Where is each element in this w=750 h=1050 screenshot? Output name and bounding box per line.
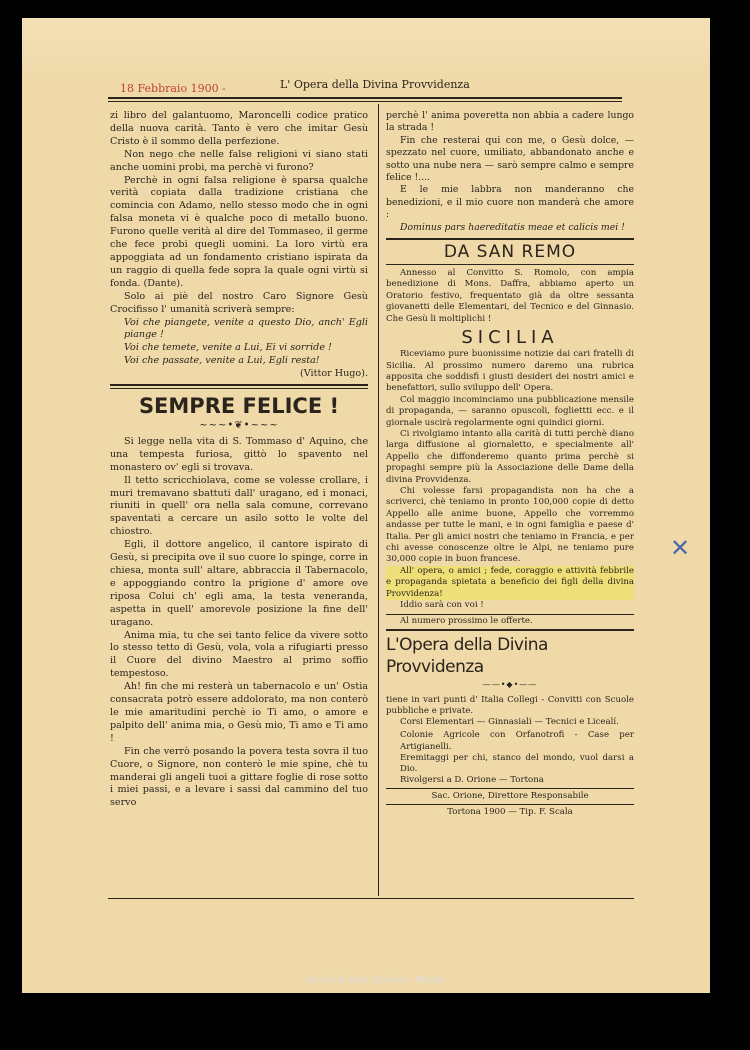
section-rule	[110, 384, 368, 389]
left-column	[110, 110, 368, 810]
box-line-2: Corsi Elementari — Ginnasiali — Tecnici e Licealí.	[400, 717, 619, 728]
header-title: L' Opera della Divina Provvidenza	[280, 78, 470, 91]
verse-2: Voi che temete, venite a Lui, Ei vi sorride !	[124, 342, 332, 354]
next-notice: Al numero prossimo le offerte.	[400, 616, 533, 627]
sicilia-p6: Iddio sarà con voi !	[400, 600, 484, 611]
director-rule	[386, 788, 634, 789]
sempre-p4: Anima mia, tu che sei tanto felice da vivere sotto lo stesso tetto di Gesù, vola, vola a rifugiarti presso il Cuore del divino Maestro al primo soffio tempestoso.	[110, 629, 368, 680]
heading-sempre-felice: SEMPRE FELICE !	[138, 394, 340, 419]
director: Sac. Orione, Direttore Responsabile	[431, 791, 589, 802]
verse-3: Voi che passate, venite a Lui, Egli resta!	[124, 355, 320, 367]
left-intro-3: Perchè in ogni falsa religione è sparsa qualche verità copiata dalla tradizione cristiana che comincia con Adamo, nello stesso modo che in ogni falsa moneta vi è qualche poco di metallo buono. Furono quelle verità al dire del Tommaseo, il germe che fece probi quegli uomini. La loro virtù era appoggiata ad un fondamento cristiano ispirata da un raggio di quella fede sopra la quale ogni virtù si fonda. (Dante).	[110, 174, 368, 289]
header-date: 18 Febbraio 1900 -	[120, 82, 226, 95]
sempre-p6: Fin che verrò posando la povera testa sovra il tuo Cuore, o Signore, non conterò le mie spine, chè tu manderai gli angeli tuoi a gittare foglie di rose sotto i miei passi, e a levare i sassi dal cammino del tuo servo	[110, 745, 368, 809]
attribution: (Vittor Hugo).	[300, 368, 368, 380]
newspaper-page	[22, 18, 710, 993]
sanremo-text: Annesso al Convitto S. Romolo, con ampia benedizione di Mons. Daffra, abbiamo aperto un Oratorio festivo, frequentato già da oltre sessanta giovanetti delle Elementari, del Tecnico e del Ginnasio. Che Gesù li moltiplichi !	[386, 268, 634, 324]
sicilia-p5: All' opera, o amici ; fede, coraggio e attività febbrile e propaganda spietata a beneficio dei figli della divina Provvidenza!	[386, 565, 634, 599]
right-cont-2: Fin che resterai qui con me, o Gesù dolce, — spezzato nel cuore, umiliato, abbandonato anche e sotto una nube nera — sarò sempre calmo e sempre felice !....	[386, 134, 634, 184]
ornament: ~~~•❦•~~~	[199, 420, 279, 432]
box-line-1: tiene in vari punti d' Italia Collegi - Convitti con Scuole pubbliche e private.	[386, 694, 634, 717]
printer-rule	[386, 804, 634, 805]
right-column	[386, 110, 634, 818]
handwritten-x-mark: ✕	[670, 534, 691, 562]
sanremo-underline	[386, 264, 634, 265]
box-line-4: Eremitaggi per chi, stanco del mondo, vuol darsi a Dio.	[400, 752, 634, 775]
archive-label: Archivio Don Orione - Roma	[305, 975, 445, 986]
sicilia-p2: Col maggio incominciamo una pubblicazione mensile di propaganda, — saranno opuscoli, fogliettti ecc. e il giornale uscirà regolarmente ogni quindici giorni.	[386, 394, 634, 428]
sempre-p2: Il tetto scricchiolava, come se volesse crollare, i muri tremavano sbattuti dall' uragano, ed i monaci, riuniti in quell' ora nella sala comune, correvano spaventati a cercare un asilo sotto le volte del chiostro.	[110, 474, 368, 538]
verse-1: Voi che piangete, venite a questo Dio, anch' Egli piange !	[124, 316, 368, 341]
sicilia-p3: Ci rivolgiamo intanto alla carità di tutti perchè diano larga diffusione al giornaletto, e specialmente all' Appello che diffonderemo quanto prima perchè si propaghi sempre più la Associazione delle Dame della divina Provvidenza.	[386, 428, 634, 485]
right-cont-1: perchè l' anima poveretta non abbia a cadere lungo la strada !	[386, 110, 634, 134]
left-intro-4: Solo ai piè del nostro Caro Signore Gesù Crocifisso l' umanità scriverà sempre:	[110, 290, 368, 315]
box-top-rule	[386, 629, 634, 631]
heading-sicilia: SICILIA	[461, 327, 559, 349]
notice-rule	[386, 614, 634, 615]
column-divider	[378, 104, 379, 896]
sicilia-p4: Chi volesse farsi propagandista non ha che a scriverci, chè teniamo in pronto 100,000 copie di detto Appello alle anime buone, Appello che vorremmo andasse per tutte le mani, e in ogni famiglia e paese d' Italia. Per gli amici nostri che teniamo in Francia, e per chi avesse conoscenze oltre le Alpi, ne teniamo pure 30,000 copie in buon francese.	[386, 485, 634, 565]
box-ornament: ——•◆•——	[482, 680, 538, 690]
sanremo-rule	[386, 238, 634, 240]
header-rule	[108, 97, 622, 99]
sempre-p5: Ah! fin che mi resterà un tabernacolo e un' Ostia consacrata potrò essere addolorato, ma non conterò le mie amaritudini perchè io Ti amo, o amore e palpito dell' anima mia, o Gesù mio, Ti amo e Ti amo !	[110, 681, 368, 744]
sempre-p3: Egli, il dottore angelico, il cantore ispirato di Gesù, si precipita ove il suo cuore lo spinge, corre in chiesa, monta sull' altare, abbraccia il Tabernacolo, e appoggiando contro la prigione d' amore ove riposa Colui ch' egli ama, la testa veneranda, aspetta in quell' amorevole posizione la fine dell' uragano.	[110, 539, 368, 628]
sempre-p1: Si legge nella vita di S. Tommaso d' Aquino, che una tempesta furiosa, gittò lo spavento nel monastero ov' egli si trovava.	[110, 435, 368, 473]
right-cont-3: E le mie labbra non manderanno che benedizioni, e il mio cuore non manderà che amore :	[386, 184, 634, 221]
printer: Tortona 1900 — Tip. F. Scala	[447, 806, 573, 817]
left-intro-2: Non nego che nelle false religioni vi siano stati anche uomini probi, ma perchè vi furono?	[110, 148, 368, 173]
sicilia-p1: Riceviamo pure buonissime notizie dai cari fratelli di Sicilia. Al prossimo numero daremo una rubrica apposita che soddisfi i giusti desideri dei nostri amici e benefattori, sullo sviluppo dell' Opera.	[386, 349, 634, 394]
header-rule-thin	[108, 101, 622, 102]
bottom-rule	[108, 898, 634, 899]
heading-san-remo: DA SAN REMO	[443, 242, 577, 263]
box-title: L'Opera della Divina Provvidenza	[386, 635, 548, 678]
box-line-3: Colonie Agricole con Orfanotrofi - Case per Artigianelli.	[400, 730, 634, 752]
box-line-5: Rivolgersi a D. Orione — Tortona	[400, 775, 544, 786]
latin-quote: Dominus pars haereditatis meae et calicis mei !	[400, 221, 625, 233]
left-intro-1: zi libro del galantuomo, Maroncelli codice pratico della nuova carità. Tanto è vero che imitar Gesù Cristo è il sommo della perfezione.	[110, 110, 368, 147]
